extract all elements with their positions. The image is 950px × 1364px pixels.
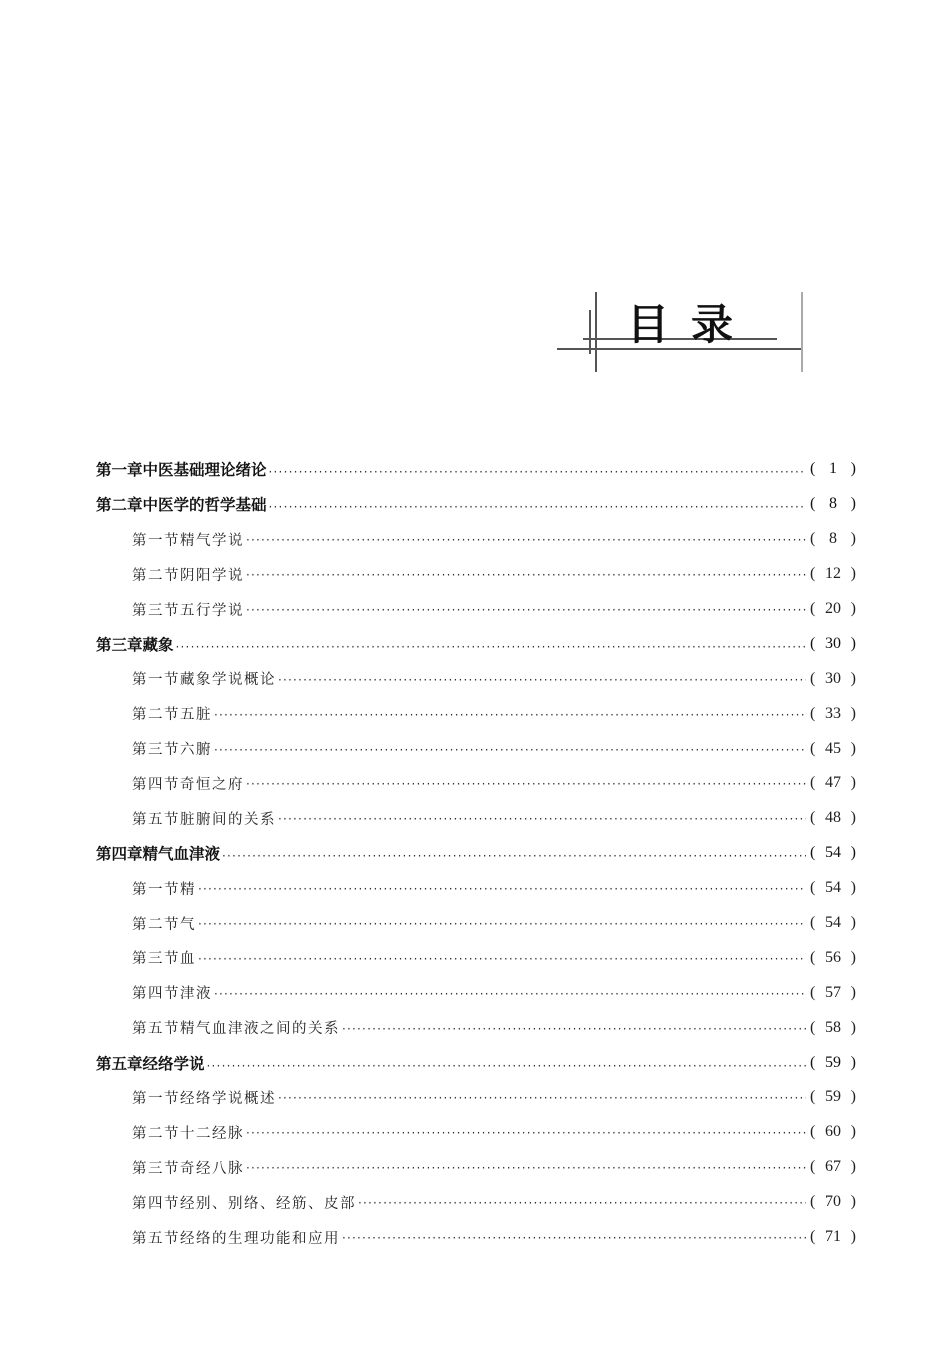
paren-open: (: [810, 530, 816, 548]
toc-page-ref: [810, 600, 856, 618]
toc-page-ref: [810, 1054, 856, 1072]
paren-close: ): [850, 914, 856, 932]
toc-section-row[interactable]: [96, 871, 856, 906]
paren-open: (: [810, 879, 816, 897]
paren-close: ): [850, 1123, 856, 1141]
toc-entry-number: 第四节: [132, 1195, 180, 1212]
toc-section-row[interactable]: [96, 940, 856, 975]
toc-page-number: 59: [825, 1053, 841, 1071]
paren-close: ): [850, 495, 856, 513]
toc-page-ref: [810, 705, 856, 723]
toc-page-number: 12: [825, 565, 841, 583]
toc-section-row[interactable]: [96, 731, 856, 766]
toc-entry-number: 第三节: [132, 1160, 180, 1177]
toc-entry-title: 津液: [180, 986, 212, 1003]
paren-open: (: [810, 669, 816, 687]
toc-page-ref: [810, 460, 856, 478]
toc-page-ref: [810, 670, 856, 688]
toc-page-number: 54: [825, 844, 841, 862]
paren-close: ): [850, 1088, 856, 1106]
toc-page-number: 30: [825, 634, 841, 652]
toc-page-number: 8: [829, 495, 837, 513]
toc-section-row[interactable]: [96, 592, 856, 627]
toc-page-ref: [810, 565, 856, 583]
paren-open: (: [810, 948, 816, 966]
toc-page-number: 67: [825, 1158, 841, 1176]
toc-entry-title: 中医学的哲学基础: [142, 496, 267, 515]
toc-chapter-row[interactable]: [96, 836, 856, 871]
toc-entry-number: 第四节: [132, 986, 180, 1003]
toc-entry-number: 第三节: [132, 742, 180, 759]
title-decor-line: [801, 292, 803, 372]
toc-page-ref: [810, 949, 856, 967]
title-decor-line: [595, 292, 597, 372]
toc-page-ref: [810, 530, 856, 548]
paren-close: ): [850, 739, 856, 757]
toc-entry-title: 六腑: [180, 742, 212, 759]
toc-leader-dots: [278, 672, 806, 688]
paren-open: (: [810, 1228, 816, 1246]
toc-entry-number: 第四章: [96, 845, 143, 864]
toc-leader-dots: [214, 742, 806, 758]
toc-entry-title: 十二经脉: [180, 1125, 244, 1142]
toc-section-row[interactable]: [96, 906, 856, 941]
toc-entry-title: 气: [180, 916, 196, 933]
paren-open: (: [810, 1123, 816, 1141]
toc-section-row[interactable]: [96, 696, 856, 731]
toc-entry-number: 第三节: [132, 602, 180, 619]
toc-leader-dots: [198, 916, 806, 932]
toc-entry-title: 奇恒之府: [180, 776, 244, 793]
toc-page-number: 71: [825, 1228, 841, 1246]
toc-leader-dots: [176, 637, 806, 653]
toc-section-row[interactable]: [96, 522, 856, 557]
toc-entry-title: 经络的生理功能和应用: [180, 1230, 340, 1247]
toc-leader-dots: [222, 846, 806, 862]
toc-page-ref: [810, 740, 856, 758]
toc-section-row[interactable]: [96, 975, 856, 1010]
toc-page-number: 60: [825, 1123, 841, 1141]
toc-page-ref: [810, 809, 856, 827]
toc-page-ref: [810, 1123, 856, 1141]
paren-open: (: [810, 1158, 816, 1176]
toc-leader-dots: [278, 811, 806, 827]
toc-page-number: 54: [825, 914, 841, 932]
toc-leader-dots: [269, 497, 806, 513]
toc-entry-number: 第五章: [96, 1054, 143, 1073]
toc-entry-title: 精气学说: [180, 532, 244, 549]
paren-open: (: [810, 1088, 816, 1106]
toc-leader-dots: [214, 707, 806, 723]
toc-page-number: 30: [825, 669, 841, 687]
toc-page-ref: [810, 1228, 856, 1246]
paren-close: ): [850, 774, 856, 792]
toc-page-number: 1: [829, 460, 837, 478]
toc-entry-number: 第二节: [132, 707, 180, 724]
toc-entry-title: 藏象: [142, 635, 174, 654]
toc-title-block: [555, 290, 805, 374]
toc-entry-number: 第二节: [132, 567, 180, 584]
toc-page-ref: [810, 1193, 856, 1211]
toc-page-ref: [810, 1158, 856, 1176]
page-title: 目录: [627, 300, 756, 349]
toc-page-number: 58: [825, 1018, 841, 1036]
paren-open: (: [810, 495, 816, 513]
toc-chapter-row[interactable]: [96, 487, 856, 522]
toc-section-row[interactable]: [96, 557, 856, 592]
toc-page-number: 8: [829, 530, 837, 548]
paren-close: ): [850, 948, 856, 966]
toc-section-row[interactable]: [96, 801, 856, 836]
paren-close: ): [850, 809, 856, 827]
paren-close: ): [850, 983, 856, 1001]
toc-page-ref: [810, 1019, 856, 1037]
paren-close: ): [850, 1158, 856, 1176]
toc-page-number: 54: [825, 879, 841, 897]
toc-entry-title: 血: [180, 951, 196, 968]
toc-leader-dots: [342, 1021, 806, 1037]
toc-page-ref: [810, 984, 856, 1002]
toc-leader-dots: [246, 1160, 806, 1176]
paren-close: ): [850, 600, 856, 617]
paren-open: (: [810, 460, 816, 478]
toc-leader-dots: [198, 951, 806, 967]
toc-entry-title: 经络学说: [142, 1054, 205, 1073]
toc-entry-number: 第一节: [132, 672, 180, 689]
toc-leader-dots: [198, 881, 806, 897]
toc-section-row[interactable]: [96, 1150, 856, 1185]
toc-page-ref: [810, 774, 856, 792]
toc-page-ref: [810, 1088, 856, 1106]
toc-section-row[interactable]: [96, 1080, 856, 1115]
toc-page-number: 59: [825, 1088, 841, 1106]
toc-entry-number: 第一章: [96, 461, 143, 480]
toc-page-number: 48: [825, 809, 841, 827]
toc-entry-title: 阴阳学说: [180, 567, 244, 584]
paren-close: ): [850, 1193, 856, 1211]
paren-close: ): [850, 1053, 856, 1071]
paren-open: (: [810, 634, 816, 652]
toc-entry-number: 第五节: [132, 1021, 180, 1038]
toc-entry-title: 经络学说概述: [180, 1090, 276, 1107]
paren-close: ): [850, 1228, 856, 1246]
toc-page-number: 20: [825, 600, 841, 617]
paren-open: (: [810, 1018, 816, 1036]
paren-close: ): [850, 1018, 856, 1036]
paren-open: (: [810, 983, 816, 1001]
toc-entry-number: 第三章: [96, 635, 143, 654]
toc-entry-title: 五脏: [180, 707, 212, 724]
toc-entry-title: 五行学说: [180, 602, 244, 619]
toc-leader-dots: [246, 567, 806, 583]
paren-close: ): [850, 704, 856, 722]
toc-entry-number: 第一节: [132, 532, 180, 549]
toc-entry-title: 脏腑间的关系: [180, 811, 276, 828]
toc-page-number: 70: [825, 1193, 841, 1211]
paren-open: (: [810, 565, 816, 583]
toc-page-ref: [810, 635, 856, 653]
table-of-contents: [96, 452, 856, 1254]
toc-leader-dots: [342, 1230, 806, 1246]
paren-close: ): [850, 565, 856, 583]
toc-section-row[interactable]: [96, 1010, 856, 1045]
toc-entry-number: 第三节: [132, 951, 180, 968]
paren-open: (: [810, 914, 816, 932]
toc-leader-dots: [269, 462, 806, 478]
toc-page-number: 45: [825, 739, 841, 757]
toc-section-row[interactable]: [96, 766, 856, 801]
toc-leader-dots: [246, 1125, 806, 1141]
toc-page-ref: [810, 914, 856, 932]
paren-close: ): [850, 460, 856, 478]
toc-chapter-row[interactable]: [96, 1045, 856, 1080]
paren-open: (: [810, 844, 816, 862]
toc-leader-dots: [246, 602, 806, 618]
toc-entry-number: 第五节: [132, 811, 180, 828]
toc-entry-title: 精: [180, 881, 196, 898]
toc-entry-number: 第五节: [132, 1230, 180, 1247]
toc-entry-title: 藏象学说概论: [180, 672, 276, 689]
toc-leader-dots: [246, 776, 806, 792]
toc-chapter-row[interactable]: [96, 452, 856, 487]
toc-entry-number: 第四节: [132, 776, 180, 793]
toc-section-row[interactable]: [96, 1185, 856, 1220]
paren-open: (: [810, 600, 816, 617]
toc-entry-number: 第二章: [96, 496, 143, 515]
toc-entry-title: 精气血津液: [142, 845, 221, 864]
toc-entry-title: 中医基础理论绪论: [142, 461, 267, 480]
paren-open: (: [810, 1053, 816, 1071]
paren-open: (: [810, 809, 816, 827]
toc-leader-dots: [278, 1090, 806, 1106]
toc-page-number: 56: [825, 948, 841, 966]
toc-page-ref: [810, 844, 856, 862]
toc-page-number: 33: [825, 704, 841, 722]
toc-entry-number: 第二节: [132, 916, 180, 933]
paren-open: (: [810, 739, 816, 757]
toc-section-row[interactable]: [96, 661, 856, 696]
toc-entry-number: 第一节: [132, 881, 180, 898]
toc-leader-dots: [358, 1195, 806, 1211]
paren-open: (: [810, 774, 816, 792]
paren-close: ): [850, 634, 856, 652]
toc-leader-dots: [214, 986, 806, 1002]
toc-section-row[interactable]: [96, 1115, 856, 1150]
paren-close: ): [850, 879, 856, 897]
paren-open: (: [810, 1193, 816, 1211]
paren-close: ): [850, 669, 856, 687]
toc-leader-dots: [207, 1056, 806, 1072]
toc-page-number: 47: [825, 774, 841, 792]
toc-page-ref: [810, 495, 856, 513]
toc-entry-title: 精气血津液之间的关系: [180, 1021, 340, 1038]
toc-entry-number: 第一节: [132, 1090, 180, 1107]
paren-close: ): [850, 530, 856, 548]
toc-chapter-row[interactable]: [96, 626, 856, 661]
toc-entry-title: 经别、别络、经筋、皮部: [180, 1195, 356, 1212]
toc-leader-dots: [246, 532, 806, 548]
toc-section-row[interactable]: [96, 1220, 856, 1255]
toc-page-ref: [810, 879, 856, 897]
paren-open: (: [810, 704, 816, 722]
paren-close: ): [850, 844, 856, 862]
toc-page-number: 57: [825, 983, 841, 1001]
toc-entry-title: 奇经八脉: [180, 1160, 244, 1177]
toc-entry-number: 第二节: [132, 1125, 180, 1142]
